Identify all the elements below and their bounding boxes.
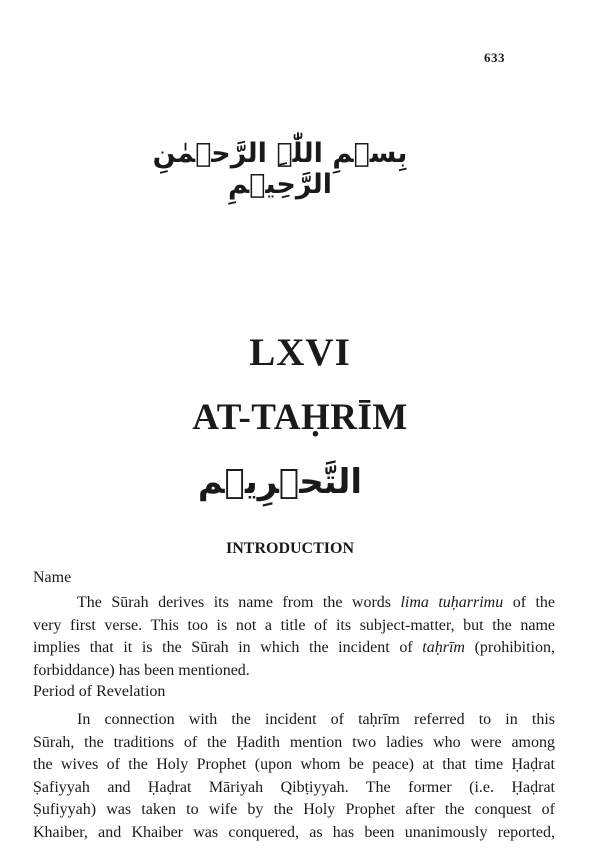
paragraph-line: very first verse. This too is not a title of its subject-matter, but the name — [33, 616, 555, 634]
emphasis-text: taḥrīm — [422, 639, 465, 656]
paragraph-line: Ṣafiyyah and Ḥaḍrat Māriyah Qibṭiyyah. The former (i.e. Ḥaḍrat — [33, 778, 555, 796]
paragraph-line: Khaiber, and Khaiber was conquered, as has been unanimously reported, — [33, 823, 555, 841]
paragraph-line: the wives of the Holy Prophet (upon whom be peace) at that time Ḥaḍrat — [33, 756, 555, 773]
paragraph-line: Ṣufiyyah) was taken to wife by the Holy Prophet after the conquest of — [33, 801, 555, 818]
name-paragraph — [33, 592, 555, 682]
revelation-paragraph — [33, 709, 555, 844]
paragraph-line: The Sūrah derives its name from the words lima tuḥarrimu of the — [77, 594, 556, 611]
revelation-heading: Period of Revelation — [33, 683, 166, 700]
paragraph-line: forbiddance) has been mentioned. — [33, 661, 250, 679]
paragraph-line: In connection with the incident of taḥrīm referred to in this — [77, 711, 555, 728]
paragraph-line: implies that it is the Sūrah in which the incident of taḥrīm (prohibition, — [33, 639, 556, 656]
page-number: 633 — [484, 50, 505, 65]
surah-number: LXVI — [249, 331, 351, 374]
name-heading: Name — [33, 569, 72, 586]
emphasis-text: lima tuḥarrimu — [400, 594, 504, 611]
introduction-heading: INTRODUCTION — [225, 540, 354, 557]
paragraph-line: Sūrah, the traditions of the Ḥadith mention two ladies who were among — [33, 733, 555, 751]
bismillah-calligraphy: بِسۡمِ اللّٰہِ الرَّحۡمٰنِ الرَّحِیۡمِ — [152, 138, 408, 200]
surah-title: AT-TAḤRĪM — [192, 397, 408, 438]
surah-title-arabic: التَّحۡرِیۡم — [197, 462, 363, 502]
